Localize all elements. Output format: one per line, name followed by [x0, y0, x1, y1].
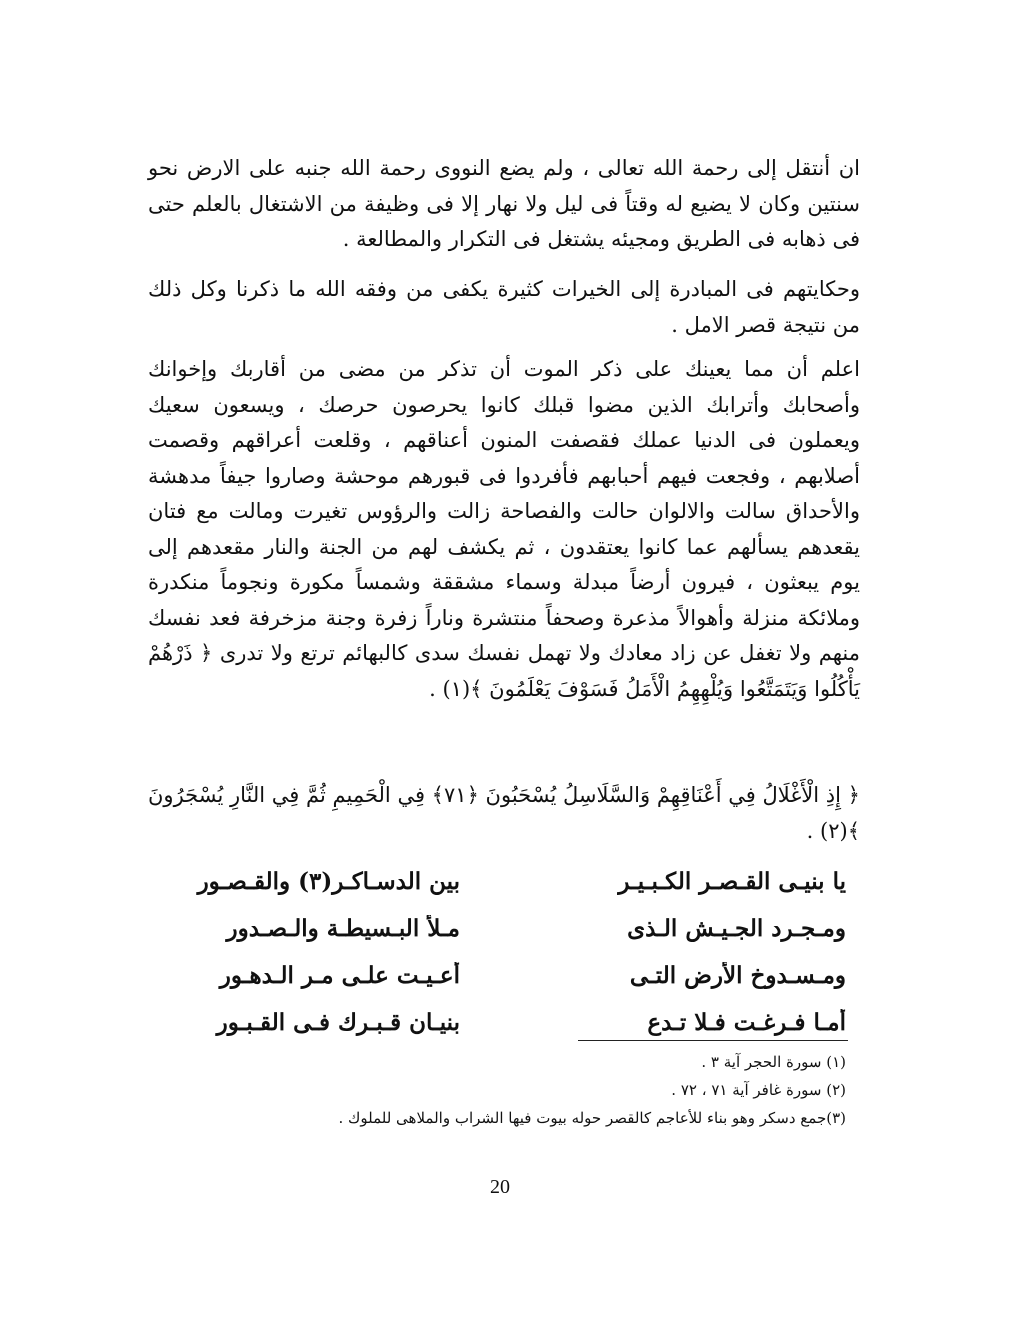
footnote-1: (١) سورة الحجر آية ٣ . — [701, 1053, 846, 1071]
paragraph-2 — [148, 272, 860, 343]
footnote-2: (٢) سورة غافر آية ٧١ ، ٧٢ . — [671, 1081, 846, 1099]
paragraph-1 — [148, 151, 860, 258]
poem-second-hemistich: أعـيـت علـى مـر الـدهـور — [219, 962, 460, 989]
poem-verse — [170, 905, 846, 952]
paragraph-3 — [148, 352, 860, 707]
footnote-separator — [578, 1040, 848, 1041]
footnote-3: (٣)جمع دسكر وهو بناء للأعاجم كالقصر حوله بيوت فيها الشراب والملاهى للملوك . — [338, 1109, 846, 1127]
poem-first-hemistich: أمـا فـرغـت فـلا تـدع — [647, 1009, 846, 1036]
poem-second-hemistich: بنيـان قـبـرك فـى القـبـور — [216, 1009, 460, 1036]
paragraph-2-text: وحكايتهم فى المبادرة إلى الخيرات كثيرة يكفى من وفقه الله ما ذكرنا وكل ذلك من نتيجة قصر الامل . — [148, 277, 860, 337]
poem-first-hemistich: ومـسـدوخ الأرض التـى — [629, 962, 846, 989]
quran-verse-paragraph — [148, 778, 860, 849]
poem-second-hemistich: مـلأ البـسيطـة والـصـدور — [226, 915, 460, 942]
poem-verse — [170, 952, 846, 999]
poem — [170, 858, 846, 1046]
poem-verse — [170, 858, 846, 905]
paragraph-3-text: اعلم أن مما يعينك على ذكر الموت أن تذكر من مضى من أقاربك وإخوانك وأصحابك وأترابك الذين مضوا قبلك كانوا يحرصون حرصك ، ويسعون سعيك ويعملون فى الدنيا عملك فقصفت المنون أعناقهم ، وقلعت أعراقهم وقصمت أصلابهم ، وفجعت فيهم أحبابهم فأفردوا فى قبورهم موحشة وصاروا جيفاً مدهشة والأحداق سالت والالوان حالت والفصاحة زالت والرؤوس تغيرت ومالت مع فتان يقعدهم يسألهم عما كانوا يعتقدون ، ثم يكشف لهم من الجنة والنار مقعدهم إلى يوم يبعثون ، فيرون أرضاً مبدلة وسماء مشققة وشمساً مكورة ونجوماً منكدرة وملائكة منزلة وأهوالاً مذعرة وصحفاً منتشرة وناراً زفرة وجنة مزخرفة فعد نفسك منهم ولا تغفل عن زاد معادك ولا تهمل نفسك سدى كالبهائم ترتع ولا تدرى ﴿ ذَرْهُمْ يَأْكُلُوا وَيَتَمَتَّعُوا وَيُلْهِهِمُ الْأَمَلُ فَسَوْفَ يَعْلَمُونَ ﴾(١) . — [148, 357, 860, 701]
poem-second-hemistich: بين الدسـاكـر(٣) والقـصـور — [197, 868, 460, 895]
quran-verse-text: ﴿ إِذِ الْأَغْلَالُ فِي أَعْنَاقِهِمْ وَالسَّلَاسِلُ يُسْحَبُونَ ﴿٧١﴾ فِي الْحَمِيمِ ثُمَّ فِي النَّارِ يُسْجَرُونَ ﴾(٢) . — [148, 783, 860, 843]
paragraph-1-text: ان أنتقل إلى رحمة الله تعالى ، ولم يضع النووى رحمة الله جنبه على الارض نحو سنتين وكان لا يضيع له وقتاً فى ليل ولا نهار إلا فى وظيفة من الاشتغال بالعلم حتى فى ذهابه فى الطريق ومجيئه يشتغل فى التكرار والمطالعة . — [148, 156, 860, 251]
poem-verse — [170, 999, 846, 1046]
page-number: 20 — [490, 1176, 510, 1198]
poem-first-hemistich: يا بنيـى القـصـر الكـبـيـر — [618, 868, 846, 895]
poem-first-hemistich: ومـجـرد الجـيـش الـذى — [627, 915, 846, 942]
footnotes — [240, 1048, 846, 1132]
